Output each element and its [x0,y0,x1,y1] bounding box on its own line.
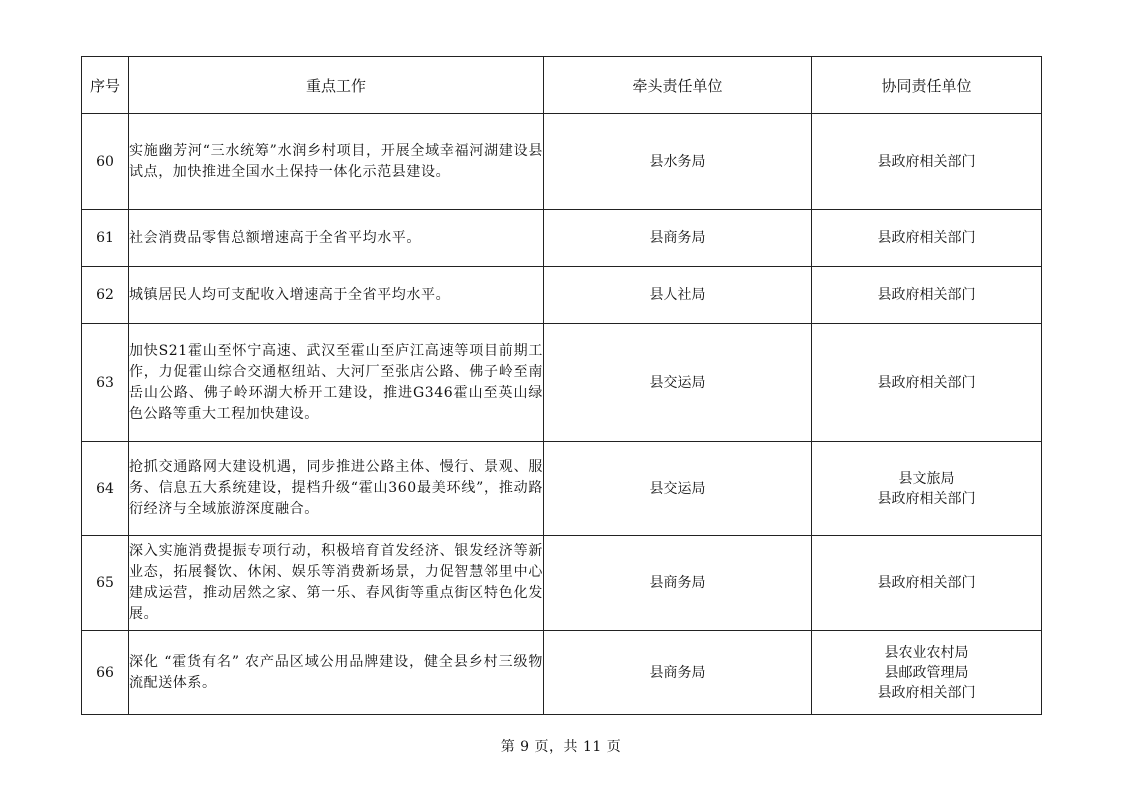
row-lead-unit: 县水务局 [544,114,812,210]
co-unit-line: 县政府相关部门 [877,230,976,246]
row-co-unit [812,442,1042,536]
row-number: 60 [82,114,129,210]
header-co-unit: 协同责任单位 [812,57,1042,114]
row-number: 64 [82,442,129,536]
row-work: 深入实施消费提振专项行动，积极培育首发经济、银发经济等新业态，拓展餐饮、休闲、娱乐等消费新场景，力促智慧邻里中心建成运营，推动居然之家、第一乐、春风街等重点街区特色化发展。 [129,536,544,631]
row-co-unit [812,114,1042,210]
co-unit-line: 县政府相关部门 [877,490,976,507]
table-row [82,442,1042,536]
row-lead-unit: 县商务局 [544,536,812,631]
row-co-unit [812,631,1042,715]
table-row [82,631,1042,715]
row-co-unit [812,324,1042,442]
row-number: 62 [82,267,129,324]
row-work: 社会消费品零售总额增速高于全省平均水平。 [129,210,544,267]
row-co-unit [812,267,1042,324]
page-footer: 第 9 页，共 11 页 [500,739,622,755]
row-work: 深化 “霍货有名” 农产品区域公用品牌建设，健全县乡村三级物流配送体系。 [129,631,544,715]
table-header-row [82,57,1042,114]
row-number: 61 [82,210,129,267]
table-row [82,536,1042,631]
row-lead-unit: 县交运局 [544,442,812,536]
co-unit-line: 县文旅局 [898,470,955,487]
header-serial: 序号 [82,57,129,114]
row-work: 抢抓交通路网大建设机遇，同步推进公路主体、慢行、景观、服务、信息五大系统建设，提档升级“霍山360最美环线”，推动路衍经济与全域旅游深度融合。 [129,442,544,536]
co-unit-line: 县农业农村局 [884,644,969,661]
row-work: 加快S21霍山至怀宁高速、武汉至霍山至庐江高速等项目前期工作，力促霍山综合交通枢纽站、大河厂至张店公路、佛子岭至南岳山公路、佛子岭环湖大桥开工建设，推进G346霍山至英山绿色公路等重大工程加快建设。 [129,324,544,442]
co-unit-line: 县政府相关部门 [877,374,976,391]
row-work: 城镇居民人均可支配收入增速高于全省平均水平。 [129,267,544,324]
table-row [82,210,1042,267]
co-unit-line: 县政府相关部门 [877,684,976,701]
co-unit-line: 县邮政管理局 [884,664,969,681]
row-co-unit [812,536,1042,631]
work-table [81,56,1042,715]
row-number: 63 [82,324,129,442]
row-lead-unit: 县商务局 [544,631,812,715]
co-unit-line: 县政府相关部门 [877,287,976,303]
row-number: 66 [82,631,129,715]
row-number: 65 [82,536,129,631]
table-row [82,267,1042,324]
row-co-unit [812,210,1042,267]
co-unit-line: 县政府相关部门 [877,575,976,591]
header-key-work: 重点工作 [129,57,544,114]
row-lead-unit: 县人社局 [544,267,812,324]
table-row [82,324,1042,442]
table-row [82,114,1042,210]
header-lead-unit: 牵头责任单位 [544,57,812,114]
co-unit-line: 县政府相关部门 [877,153,976,170]
row-lead-unit: 县交运局 [544,324,812,442]
row-work: 实施幽芳河“三水统筹”水润乡村项目，开展全域幸福河湖建设县试点，加快推进全国水土保持一体化示范县建设。 [129,114,544,210]
row-lead-unit: 县商务局 [544,210,812,267]
